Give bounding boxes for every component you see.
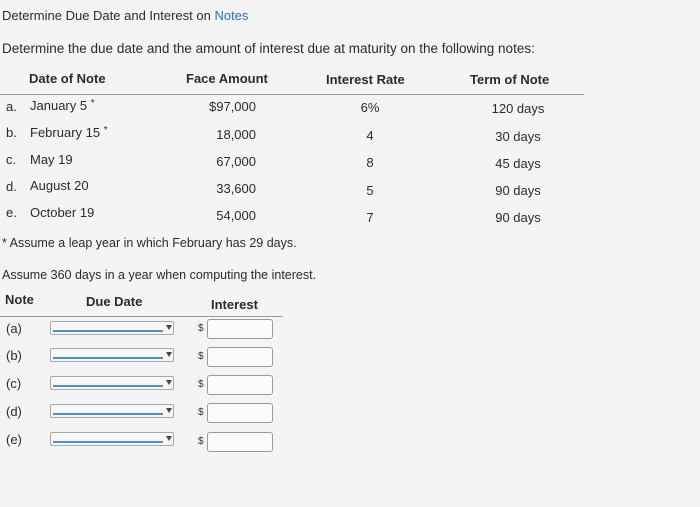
answer-row-label: (a) bbox=[6, 321, 22, 336]
answer-row-label: (b) bbox=[6, 348, 22, 363]
chevron-down-icon bbox=[166, 408, 172, 413]
row-date: January 5 * bbox=[30, 98, 95, 113]
interest-input-a[interactable] bbox=[207, 319, 273, 339]
row-interest-rate: 5 bbox=[366, 183, 374, 198]
chevron-down-icon bbox=[166, 352, 172, 357]
interest-input-b[interactable] bbox=[207, 347, 273, 367]
row-date: August 20 bbox=[30, 178, 89, 193]
due-date-dropdown-e[interactable] bbox=[50, 432, 174, 446]
header-interest-rate: Interest Rate bbox=[326, 72, 405, 87]
row-term: 120 days bbox=[491, 101, 545, 116]
row-face-amount: 18,000 bbox=[216, 127, 256, 142]
interest-input-c[interactable] bbox=[207, 375, 273, 395]
dollar-sign: $ bbox=[198, 379, 204, 390]
interest-input-e[interactable] bbox=[207, 432, 273, 452]
header-due-date: Due Date bbox=[86, 294, 143, 309]
instruction-text: Determine the due date and the amount of interest due at maturity on the following notes: bbox=[2, 41, 535, 56]
chevron-down-icon bbox=[166, 325, 172, 330]
row-term: 90 days bbox=[495, 183, 541, 198]
notes-link[interactable]: Notes bbox=[214, 8, 249, 23]
page-title: Determine Due Date and Interest on Notes bbox=[2, 8, 249, 23]
header-face-amount: Face Amount bbox=[186, 71, 268, 86]
row-interest-rate: 8 bbox=[366, 155, 374, 170]
due-date-dropdown-b[interactable] bbox=[50, 348, 174, 362]
row-interest-rate: 4 bbox=[366, 128, 374, 143]
row-letter: c. bbox=[6, 152, 17, 167]
chevron-down-icon bbox=[166, 380, 172, 385]
header-note: Note bbox=[5, 292, 34, 307]
leap-year-footnote: * Assume a leap year in which February has 29 days. bbox=[2, 236, 297, 250]
row-face-amount: $97,000 bbox=[209, 99, 256, 114]
dollar-sign: $ bbox=[198, 407, 204, 418]
header-date-of-note: Date of Note bbox=[29, 71, 106, 86]
due-date-dropdown-d[interactable] bbox=[50, 404, 174, 418]
row-interest-rate: 7 bbox=[366, 210, 374, 225]
assumption-text: Assume 360 days in a year when computing the interest. bbox=[2, 268, 317, 282]
row-date: October 19 bbox=[30, 205, 95, 220]
dollar-sign: $ bbox=[198, 351, 204, 362]
row-interest-rate: 6% bbox=[360, 100, 380, 115]
row-letter: b. bbox=[6, 125, 17, 140]
dollar-sign: $ bbox=[198, 323, 204, 334]
row-date: February 15 * bbox=[30, 125, 108, 140]
row-face-amount: 33,600 bbox=[216, 181, 256, 196]
answer-header-divider bbox=[0, 316, 283, 317]
answer-row-label: (e) bbox=[6, 432, 22, 447]
chevron-down-icon bbox=[166, 436, 172, 441]
answer-row-label: (d) bbox=[6, 404, 22, 419]
due-date-dropdown-a[interactable] bbox=[50, 321, 174, 335]
row-face-amount: 54,000 bbox=[216, 208, 256, 223]
row-term: 45 days bbox=[495, 156, 541, 171]
row-date: May 19 bbox=[30, 152, 73, 167]
row-letter: e. bbox=[6, 205, 17, 220]
answer-row-label: (c) bbox=[6, 376, 22, 391]
row-letter: d. bbox=[6, 179, 17, 194]
row-face-amount: 67,000 bbox=[216, 154, 256, 169]
row-term: 90 days bbox=[495, 210, 541, 225]
header-interest: Interest bbox=[211, 297, 258, 312]
header-divider bbox=[0, 94, 584, 95]
row-term: 30 days bbox=[495, 129, 541, 144]
due-date-dropdown-c[interactable] bbox=[50, 376, 174, 390]
interest-input-d[interactable] bbox=[207, 403, 273, 423]
header-term-of-note: Term of Note bbox=[470, 72, 550, 87]
dollar-sign: $ bbox=[198, 436, 204, 447]
row-letter: a. bbox=[6, 99, 17, 114]
